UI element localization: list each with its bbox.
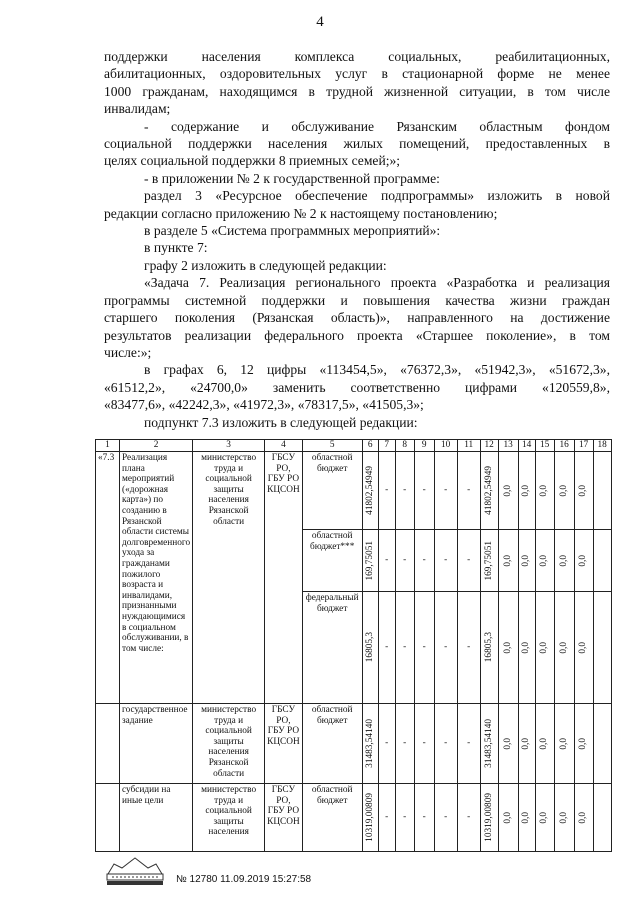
amount-zero: 0,0 xyxy=(578,811,589,824)
text-line: - содержание и обслуживание Рязанским областным фондом xyxy=(144,118,610,134)
amount-zero: 0,0 xyxy=(578,737,589,750)
text-line: результатов реализации федерального проекта «Старшее поколение», в том xyxy=(104,327,610,343)
subitem-participant: ГБСУ РО, ГБУ РО КЦСОН xyxy=(267,785,300,827)
empty-dash: - xyxy=(422,555,426,566)
empty-dash: - xyxy=(444,555,448,566)
program-table xyxy=(95,439,612,852)
text-line: поддержки населения комплекса социальных, реабилитационных, xyxy=(104,49,610,64)
table-row xyxy=(96,704,612,784)
amount-2019: 169,75051 xyxy=(483,540,494,581)
coat-of-arms-stamp xyxy=(104,854,166,886)
subitem-name: государственное задание xyxy=(122,705,188,726)
amount-zero: 0,0 xyxy=(521,641,532,654)
table-header-cell: 2 xyxy=(120,440,193,452)
empty-dash: - xyxy=(385,485,389,496)
empty-dash: - xyxy=(422,642,426,653)
empty-dash: - xyxy=(467,485,471,496)
document-footer: № 12780 11.09.2019 15:27:58 xyxy=(176,874,312,885)
table-header-cell: 3 xyxy=(193,440,265,452)
text-line: абилитационных, оздоровительных услуг в стационарной форме не менее xyxy=(104,66,610,82)
table-header-cell: 17 xyxy=(574,440,593,452)
amount-zero: 0,0 xyxy=(502,641,513,654)
subitem-executor: министерство труда и социальной защиты населения Рязанской области xyxy=(201,705,257,779)
table-header-cell: 1 xyxy=(96,440,120,452)
table-header-cell: 15 xyxy=(535,440,554,452)
table-header-cell: 18 xyxy=(593,440,611,452)
text-line: 1000 гражданам, находящимся в трудной жизненной ситуации, в том числе xyxy=(104,83,610,99)
amount-zero: 0,0 xyxy=(578,554,589,567)
amount-2019: 10319,00809 xyxy=(483,793,494,842)
text-line: инвалидам; xyxy=(104,101,171,117)
amount-2019: 16805,3 xyxy=(483,632,494,663)
amount-2019: 31483,54140 xyxy=(483,719,494,768)
subitem-name: субсидии на иные цели xyxy=(122,785,171,806)
table-row xyxy=(96,784,612,852)
item-executor: министерство труда и социальной защиты населения Рязанской области xyxy=(201,453,257,527)
amount-zero: 0,0 xyxy=(521,554,532,567)
empty-dash: - xyxy=(467,555,471,566)
empty-dash: - xyxy=(467,738,471,749)
table-header-cell: 16 xyxy=(554,440,574,452)
table-header-cell: 6 xyxy=(362,440,378,452)
amount-total: 41802,54949 xyxy=(364,466,375,515)
amount-zero: 0,0 xyxy=(558,554,569,567)
funding-source: областной бюджет xyxy=(311,785,353,806)
empty-dash: - xyxy=(385,555,389,566)
amount-zero: 0,0 xyxy=(539,737,550,750)
table-header-cell: 4 xyxy=(265,440,303,452)
item-name: Реализация плана мероприятий («дорожная карта») по созданию в Рязанской области системы долговременного ухода за гражданами пожилого возраста и инвалидами, признанными нуждающимися в социальном обслуживании, в том числе: xyxy=(122,453,191,654)
amount-total: 16805,3 xyxy=(364,632,375,663)
subitem-participant: ГБСУ РО, ГБУ РО КЦСОН xyxy=(267,705,300,747)
empty-dash: - xyxy=(422,812,426,823)
empty-dash: - xyxy=(385,642,389,653)
amount-zero: 0,0 xyxy=(502,484,513,497)
empty-dash: - xyxy=(467,642,471,653)
amount-zero: 0,0 xyxy=(558,737,569,750)
text-line: графу 2 изложить в следующей редакции: xyxy=(144,257,387,273)
empty-dash: - xyxy=(422,485,426,496)
amount-total: 10319,00809 xyxy=(364,793,375,842)
text-line: в графах 6, 12 цифры «113454,5», «76372,3», «51942,3», «51672,3», xyxy=(144,362,610,378)
empty-dash: - xyxy=(403,812,407,823)
text-line: социальной поддержки населения жилых помещений, предоставленных в xyxy=(104,136,610,152)
empty-dash: - xyxy=(403,642,407,653)
amount-zero: 0,0 xyxy=(558,484,569,497)
text-line: «Задача 7. Реализация регионального проекта «Разработка и реализация xyxy=(144,275,610,291)
amount-2019: 41802,54949 xyxy=(483,466,494,515)
funding-source: областной бюджет xyxy=(311,705,353,726)
table-header-cell: 8 xyxy=(395,440,414,452)
amount-zero: 0,0 xyxy=(539,811,550,824)
amount-zero: 0,0 xyxy=(539,641,550,654)
empty-dash: - xyxy=(444,642,448,653)
text-line: числе:»; xyxy=(104,344,152,360)
amount-zero: 0,0 xyxy=(521,811,532,824)
amount-zero: 0,0 xyxy=(578,641,589,654)
item-number: «7.3 xyxy=(98,453,115,463)
text-line: редакции согласно приложению № 2 к настоящему постановлению; xyxy=(104,205,498,221)
table-header-cell: 7 xyxy=(378,440,395,452)
table-header-cell: 9 xyxy=(414,440,434,452)
amount-zero: 0,0 xyxy=(578,484,589,497)
table-header-cell: 14 xyxy=(518,440,535,452)
funding-source: областной бюджет xyxy=(311,453,353,474)
amount-zero: 0,0 xyxy=(502,554,513,567)
text-line: «83477,6», «42242,3», «41972,3», «78317,5», «41505,3»; xyxy=(104,397,424,413)
empty-dash: - xyxy=(385,738,389,749)
empty-dash: - xyxy=(444,485,448,496)
table-header-cell: 11 xyxy=(457,440,480,452)
table-header-cell: 10 xyxy=(434,440,457,452)
table-header-cell: 5 xyxy=(302,440,362,452)
empty-dash: - xyxy=(403,738,407,749)
body-text xyxy=(104,48,610,431)
table-header-cell: 12 xyxy=(480,440,498,452)
empty-dash: - xyxy=(422,738,426,749)
table-header-cell: 13 xyxy=(498,440,518,452)
text-line: в разделе 5 «Система программных мероприятий»: xyxy=(144,223,441,239)
amount-zero: 0,0 xyxy=(539,484,550,497)
text-line: - в приложении № 2 к государственной программе: xyxy=(144,170,440,186)
amount-zero: 0,0 xyxy=(558,811,569,824)
page-number: 4 xyxy=(316,14,324,30)
funding-source: областной бюджет*** xyxy=(309,531,355,552)
amount-zero: 0,0 xyxy=(521,484,532,497)
text-line: раздел 3 «Ресурсное обеспечение подпрограммы» изложить в новой xyxy=(144,188,610,204)
text-line: целях социальной поддержки 8 приемных семей;»; xyxy=(104,153,401,169)
item-participant: ГБСУ РО, ГБУ РО КЦСОН xyxy=(267,453,300,495)
amount-zero: 0,0 xyxy=(558,641,569,654)
amount-total: 169,75051 xyxy=(364,540,375,581)
amount-zero: 0,0 xyxy=(502,737,513,750)
funding-source: федеральный бюджет xyxy=(305,593,359,614)
empty-dash: - xyxy=(444,738,448,749)
empty-dash: - xyxy=(385,812,389,823)
table-row xyxy=(96,452,612,530)
amount-zero: 0,0 xyxy=(539,554,550,567)
text-line: подпункт 7.3 изложить в следующей редакции: xyxy=(144,414,418,430)
subitem-executor: министерство труда и социальной защиты населения xyxy=(201,785,257,838)
amount-zero: 0,0 xyxy=(502,811,513,824)
amount-total: 31483,54140 xyxy=(364,719,375,768)
empty-dash: - xyxy=(403,485,407,496)
empty-dash: - xyxy=(444,812,448,823)
text-line: старшего поколения (Рязанская область)», направленного на достижение xyxy=(104,310,610,326)
empty-dash: - xyxy=(467,812,471,823)
text-line: в пункте 7: xyxy=(144,240,208,256)
empty-dash: - xyxy=(403,555,407,566)
text-line: «61512,2», «24700,0» заменить соответственно цифрами «120559,8», xyxy=(104,379,610,395)
text-line: программы системной поддержки и повышения качества жизни граждан xyxy=(104,292,610,308)
amount-zero: 0,0 xyxy=(521,737,532,750)
